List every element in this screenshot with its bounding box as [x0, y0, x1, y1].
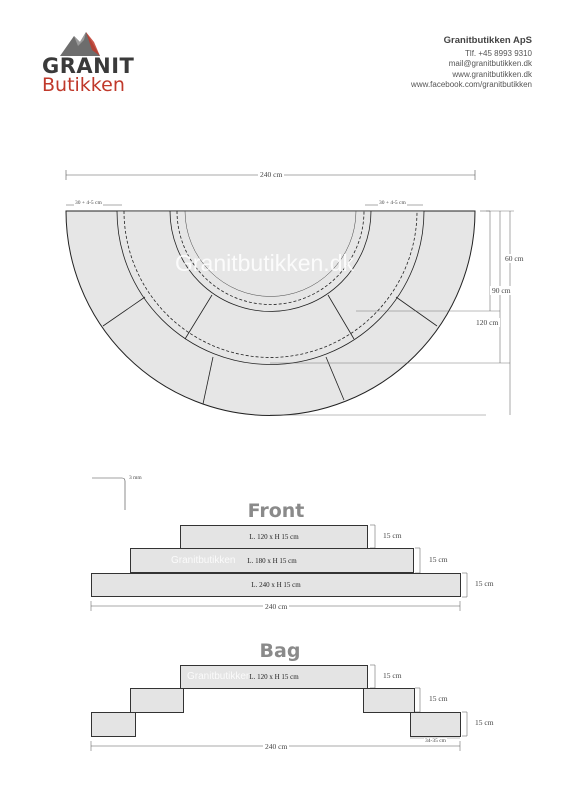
front-height-3: 15 cm [475, 579, 494, 588]
plan-width-label: 240 cm [260, 170, 283, 179]
back-step-top [180, 665, 368, 689]
back-width-label: 240 cm [265, 742, 288, 751]
depth-90-label: 90 cm [492, 286, 511, 295]
overhang-right-label: 30 + 4-5 cm [379, 200, 406, 206]
back-height-1: 15 cm [383, 671, 402, 680]
front-width-label: 240 cm [265, 602, 288, 611]
back-side-width: 34-35 cm [425, 738, 446, 744]
back-step-bottom-right [410, 712, 461, 737]
front-step-bottom [91, 573, 461, 597]
front-title: Front [247, 500, 305, 522]
front-watermark: Granitbutikken [171, 555, 236, 566]
edge-note-label: 3 mm [129, 475, 142, 481]
front-height-2: 15 cm [429, 555, 448, 564]
front-step-top [180, 525, 368, 549]
company-website[interactable]: www.granitbutikken.dk [452, 69, 532, 79]
back-step-middle-left [130, 688, 184, 713]
back-step-middle-right [363, 688, 415, 713]
plan-watermark: Granitbutikken.dk [175, 250, 354, 276]
front-step-middle [130, 548, 414, 573]
front-step-middle-label: L. 180 x H 15 cm [247, 556, 297, 565]
company-phone: Tlf. +45 8993 9310 [465, 48, 532, 58]
overhang-left-label: 30 + 4-5 cm [75, 200, 102, 206]
logo-text-granit: GRANIT [42, 54, 135, 78]
back-height-2: 15 cm [429, 694, 448, 703]
back-step-top-label: L. 120 x H 15 cm [249, 673, 299, 681]
front-step-top-label: L. 120 x H 15 cm [249, 533, 299, 541]
edge-profile-icon [92, 478, 125, 510]
company-name: Granitbutikken ApS [443, 35, 532, 46]
back-step-bottom-left [91, 712, 136, 737]
back-watermark: Granitbutikken [187, 671, 252, 682]
back-height-3: 15 cm [475, 718, 494, 727]
company-facebook[interactable]: www.facebook.com/granitbutikken [411, 80, 532, 90]
company-email[interactable]: mail@granitbutikken.dk [448, 59, 532, 69]
front-step-bottom-label: L. 240 x H 15 cm [251, 581, 301, 589]
depth-120-label: 120 cm [476, 318, 499, 327]
depth-60-label: 60 cm [505, 254, 524, 263]
back-title: Bag [259, 640, 301, 662]
front-height-1: 15 cm [383, 531, 402, 540]
logo-text-butikken: Butikken [42, 74, 125, 96]
